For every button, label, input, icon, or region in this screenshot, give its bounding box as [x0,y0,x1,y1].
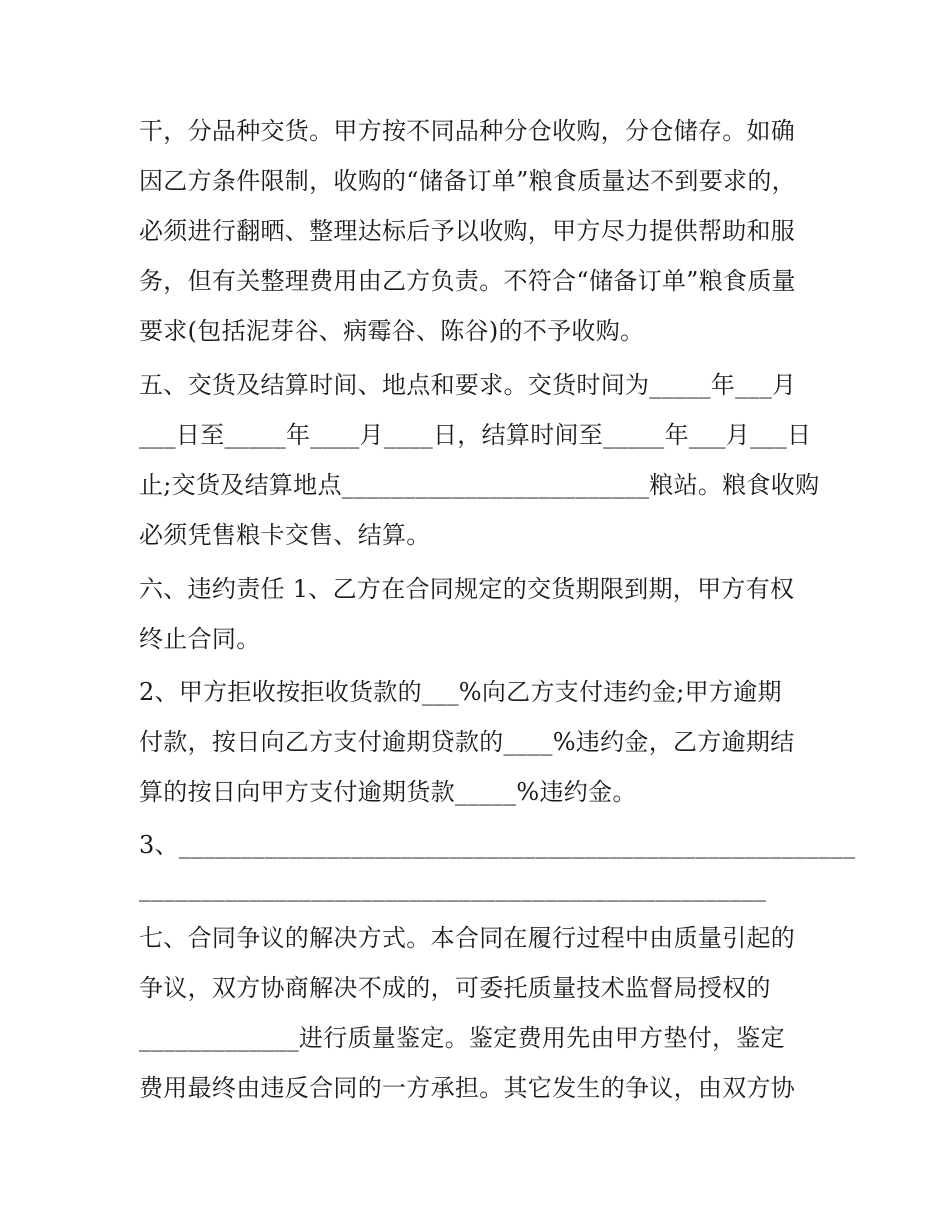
text-line: 争议，双方协商解决不成的，可委托质量技术监督局授权的 [139,974,771,1002]
text-line: 干，分品种交货。甲方按不同品种分仓收购，分仓储存。如确 [139,117,796,145]
text-line: 要求(包括泥芽谷、病霉谷、陈谷)的不予收购。 [139,317,645,345]
clause-two: 2、甲方拒收按拒收货款的___%向乙方支付违约金;甲方逾期 [139,678,782,706]
text-line: 付款，按日向乙方支付逾期贷款的____%违约金，乙方逾期结 [139,728,795,756]
text-line: ___日至_____年____月____日，结算时间至_____年___月___日 [139,421,812,449]
text-line: _____________进行质量鉴定。鉴定费用先由甲方垫付，鉴定 [139,1024,785,1052]
text-line: 因乙方条件限制，收购的“储备订单”粮食质量达不到要求的， [139,167,796,195]
text-line: 务，但有关整理费用由乙方负责。不符合“储备订单”粮食质量 [139,267,796,295]
text-line: 终止合同。 [139,625,261,653]
text-line: 止;交货及结算地点_________________________粮站。粮食收购 [139,471,820,499]
text-line: 必须凭售粮卡交售、结算。 [139,521,431,549]
section-heading-five: 五、交货及结算时间、地点和要求。交货时间为_____年___月 [139,371,797,399]
text-line: 必须进行翻晒、整理达标后予以收购，甲方尽力提供帮助和服 [139,217,796,245]
blank-line: ___________________________________________________ [139,874,767,902]
section-heading-seven: 七、合同争议的解决方式。本合同在履行过程中由质量引起的 [139,924,796,952]
clause-three: 3、_______________________________________________________ [139,831,856,859]
section-heading-six: 六、违约责任 1、乙方在合同规定的交货期限到期，甲方有权 [139,575,795,603]
text-line: 算的按日向甲方支付逾期货款_____%违约金。 [139,778,637,806]
text-line: 费用最终由违反合同的一方承担。其它发生的争议，由双方协 [139,1074,796,1102]
